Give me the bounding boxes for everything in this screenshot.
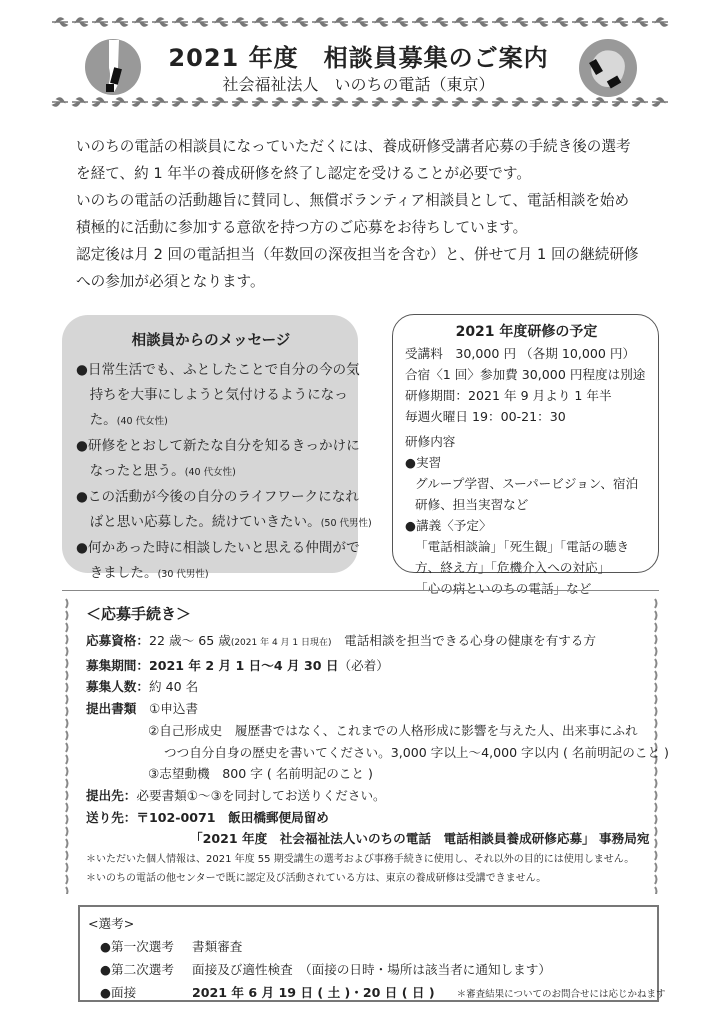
send-address: 「2021 年度 社会福祉法人いのちの電話 電話相談員養成研修応募」 事務局宛 [190, 831, 650, 847]
leaf-border-bottom [50, 95, 670, 109]
message-line: きました。(30 代男性) [76, 565, 209, 581]
privacy-note: ＊いただいた個人情報は、2021 年度 55 期受講生の選考および事務手続きに使用し、それ以外の目的には使用しません。 [86, 854, 635, 866]
message-line: ●研修をとおして新たな自分を知るきっかけに [76, 438, 360, 454]
intro-line: 認定後は月 2 回の電話担当（年数回の深夜担当を含む）と、併せて月 1 回の継続研修 [76, 246, 639, 263]
message-line: ばと思い応募した。続けていきたい。(50 代男性) [76, 514, 372, 530]
other-center-note: ＊いのちの電話の他センターで既に認定及び活動されている方は、東京の養成研修は受講できません。 [86, 873, 547, 885]
period-row: 募集期間：2021 年 2 月 1 日～4 月 30 日（必着） [86, 657, 389, 673]
schedule-line: 方、終え方」「危機介入への対応」 [415, 560, 611, 575]
schedule-line: ●実習 [405, 455, 442, 470]
application-title: ＜応募手続き＞ [86, 605, 192, 623]
counselor-messages-box [62, 315, 372, 581]
selection-row: ●第二次選考 面接及び適性検査 （面接の日時・場所は該当者に通知します） [100, 962, 551, 977]
selection-title: <選考> [88, 916, 135, 931]
intro-line: を経て、約 1 年半の養成研修を終了し認定を受けることが必要です。 [76, 165, 531, 182]
intro-line: いのちの電話の相談員になっていただくには、養成研修受講者応募の手続き後の選考 [76, 138, 631, 155]
selection-row: ●第一次選考 書類審査 [100, 939, 243, 954]
document-2: ②自己形成史 履歴書ではなく、これまでの人格形成に影響を与えた人、出来事にふれ [148, 722, 638, 738]
documents-row: 提出書類 ①申込書 [86, 701, 199, 717]
document-3: ③志望動機 800 字 ( 名前明記のこと ) [148, 766, 373, 782]
schedule-line: 「電話相談論」「死生観」「電話の聴き [415, 539, 630, 554]
message-line: なったと思う。(40 代女性) [76, 463, 236, 479]
training-schedule-box [392, 314, 659, 596]
schedule-line: 研修内容 [405, 434, 456, 449]
application-procedure-box [62, 590, 669, 896]
document-2-cont: つつ自分自身の歴史を書いてください。3,000 字以上～4,000 字以内 ( 名前明記のこと ) [164, 744, 669, 760]
intro-text [76, 133, 656, 295]
schedule-line: グループ学習、スーパービジョン、宿泊 [415, 476, 639, 491]
intro-line: いのちの電話の活動趣旨に賛同し、無償ボランティア相談員として、電話相談を始め [76, 192, 630, 209]
page-title: 2021 年度 相談員募集のご案内 [168, 44, 549, 72]
schedule-line: ●講義〈予定〉 [405, 518, 492, 533]
schedule-title: 2021 年度研修の予定 [455, 324, 598, 340]
schedule-line: 毎週火曜日 19：00-21：30 [405, 409, 566, 424]
message-line: た。(40 代女性) [76, 412, 168, 428]
count-row: 募集人数：約 40 名 [86, 679, 199, 695]
message-line: ●何かあった時に相談したいと思える仲間がで [76, 540, 360, 556]
intro-line: への参加が必須となります。 [76, 273, 265, 290]
schedule-line: 研修、担当実習など [415, 497, 529, 512]
send-row: 送り先：〒102-0071 飯田橋郵便局留め [86, 809, 329, 825]
message-line: 持ちを大事にしようと気付けるようになっ [76, 387, 348, 403]
schedule-line: 合宿〈1 回〉参加費 30,000 円程度は別途 [405, 367, 646, 382]
leaf-border-top [50, 15, 670, 29]
schedule-line: 受講料 30,000 円 （各期 10,000 円） [405, 346, 636, 361]
intro-line: 積極的に活動に参加する意欲を持つ方のご応募をお待ちしています。 [76, 219, 528, 236]
message-line: ●この活動が今後の自分のライフワークになれ [76, 489, 359, 505]
organization-name: 社会福祉法人 いのちの電話（東京） [222, 75, 495, 94]
schedule-line: 「心の病といのちの電話」など [415, 581, 592, 596]
messages-title: 相談員からのメッセージ [131, 333, 291, 349]
submit-row: 提出先：必要書類①～③を同封してお送りください。 [86, 787, 386, 803]
schedule-line: 研修期間：2021 年 9 月より 1 年半 [405, 388, 612, 403]
selection-row: ●面接 2021 年 6 月 19 日 ( 土 )・20 日 ( 日 ) ＊審査結果についてのお問合せには応じかねます [100, 985, 666, 1000]
selection-box [78, 905, 666, 1002]
message-line: ●日常生活でも、ふとしたことで自分の今の気 [76, 362, 360, 378]
eligibility-row: 応募資格：22 歳～ 65 歳(2021 年 4 月 1 日現在) 電話相談を担当できる心身の健康を有する方 [86, 633, 596, 648]
